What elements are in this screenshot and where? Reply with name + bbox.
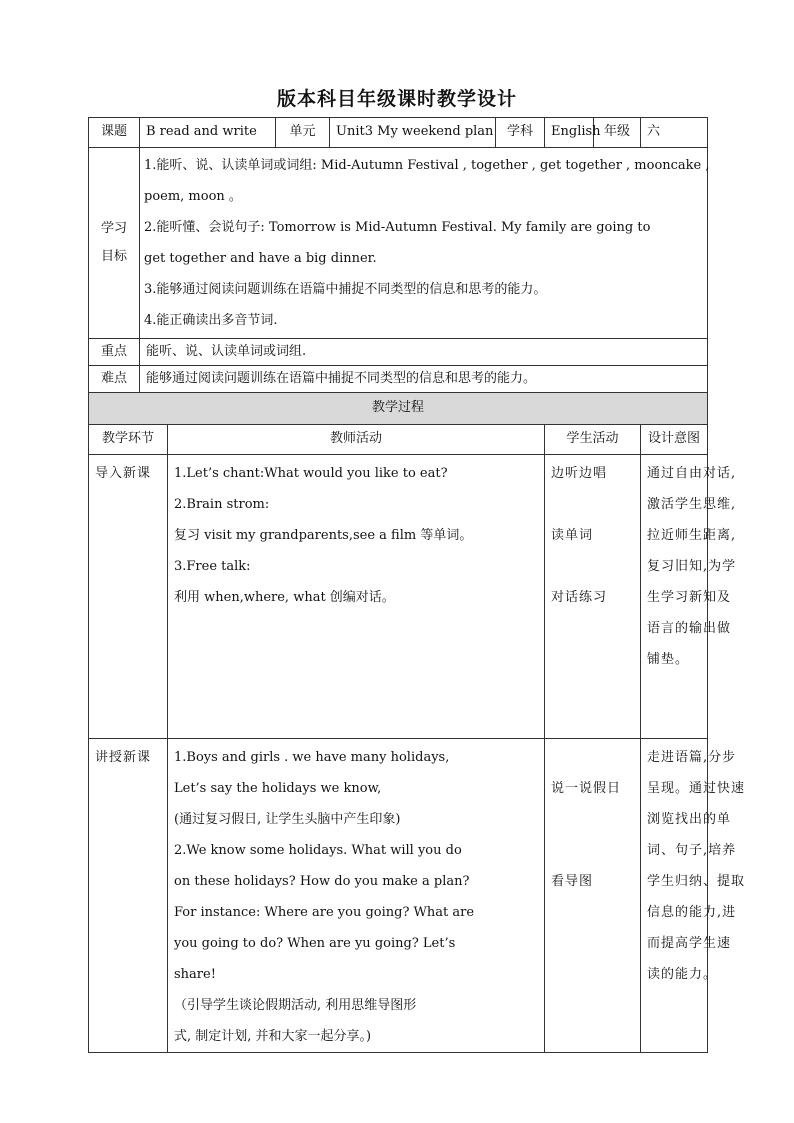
student-line: 说一说假日 [551,781,622,796]
objective-line: 1.能听、说、认读单词或词组: Mid-Autumn Festival , together , get together , mooncake , [144,158,710,173]
stage-label: 讲授新课 [95,750,152,765]
teacher-line: 1.Let’s chant:What would you like to eat? [174,466,448,481]
intent-line: 走进语篇,分步 [647,750,737,765]
teacher-line: 2.We know some holidays. What will you do [174,843,462,858]
subject-label: 学科 [496,118,545,148]
objective-line: get together and have a big dinner. [144,251,377,266]
process-header-row [89,393,708,425]
objectives-label-line1: 学习 [100,221,127,236]
objective-line: 3.能够通过阅读问题训练在语篇中捕捉不同类型的信息和思考的能力。 [144,282,547,297]
unit-label: 单元 [276,118,330,148]
process-row-new-lesson [89,739,708,1053]
intent-line: 词、句子,培养 [647,843,737,858]
objectives-label [89,148,140,339]
teacher-activity-cell [168,739,545,1053]
stage-cell [89,739,168,1053]
process-row-intro [89,455,708,739]
teacher-activity-cell [168,455,545,739]
teacher-line: share! [174,967,216,982]
column-header-student: 学生活动 [545,425,641,455]
topic-value: B read and write [140,118,276,148]
intent-line: 激活学生思维, [647,497,737,512]
intent-cell [641,455,737,739]
teacher-line: 复习 visit my grandparents,see a film 等单词。 [174,528,473,543]
objectives-label-line2: 目标 [100,249,127,264]
teacher-line: 利用 when,where, what 创编对话。 [174,590,395,605]
subject-value: English [545,118,594,148]
intent-cell [641,739,746,1053]
student-activity-cell [545,739,641,1053]
intent-line: 而提高学生速 [647,936,732,951]
intent-line: 呈现。通过快速 [647,781,746,796]
student-line [551,551,634,582]
topic-label: 课题 [89,118,140,148]
difficulties-row [89,366,708,393]
intent-line: 拉近师生距离, [647,528,737,543]
grade-value: 六 [641,118,708,148]
intent-line: 复习旧知,为学 [647,559,737,574]
process-header: 教学过程 [89,393,708,425]
intent-line: 浏览找出的单 [647,812,732,827]
column-header-teacher: 教师活动 [168,425,545,455]
teacher-line: 式, 制定计划, 并和大家一起分享。) [174,1029,372,1044]
column-header-intent: 设计意图 [641,425,708,455]
difficulties-value: 能够通过阅读问题训练在语篇中捕捉不同类型的信息和思考的能力。 [140,366,708,393]
student-line [551,804,634,835]
teacher-line: Let’s say the holidays we know, [174,781,382,796]
teacher-line: you going to do? When are yu going? Let’s [174,936,456,951]
page-title: 版本科目年级课时教学设计 [276,88,517,110]
header-row [89,118,708,148]
intent-line: 通过自由对话, [647,466,737,481]
objective-line: poem, moon 。 [144,189,242,204]
objective-line: 4.能正确读出多音节词. [144,313,278,328]
difficulties-label: 难点 [89,366,140,393]
column-header-row [89,425,708,455]
unit-value: Unit3 My weekend plan [330,118,496,148]
intent-line: 语言的输出做 [647,621,732,636]
student-line: 读单词 [551,528,594,543]
objectives-content [140,148,708,339]
student-line: 对话练习 [551,590,608,605]
student-line: 边听边唱 [551,466,608,481]
key-points-row [89,339,708,366]
stage-label: 导入新课 [95,466,152,481]
key-points-label: 重点 [89,339,140,366]
key-points-value: 能听、说、认读单词或词组. [140,339,708,366]
student-line [551,489,634,520]
intent-line: 信息的能力,进 [647,905,737,920]
teacher-line: 1.Boys and girls . we have many holidays, [174,750,450,765]
student-line [551,835,634,866]
intent-line: 铺垫。 [647,652,690,667]
lesson-plan-table [88,117,746,1053]
teacher-line: 2.Brain strom: [174,497,270,512]
teacher-line: （引导学生谈论假期活动, 利用思维导图形 [174,998,417,1013]
grade-label: 年级 [594,118,641,148]
stage-cell [89,455,168,739]
intent-line: 生学习新知及 [647,590,732,605]
teacher-line: on these holidays? How do you make a plan? [174,874,470,889]
teacher-line: (通过复习假日, 让学生头脑中产生印象) [174,812,401,827]
teacher-line: 3.Free talk: [174,559,251,574]
student-line [551,742,634,773]
objectives-row [89,148,708,339]
column-header-stage: 教学环节 [89,425,168,455]
teacher-line: For instance: Where are you going? What are [174,905,475,920]
objective-line: 2.能听懂、会说句子: Tomorrow is Mid-Autumn Festival. My family are going to [144,220,651,235]
student-line: 看导图 [551,874,594,889]
intent-line: 学生归纳、提取 [647,874,746,889]
intent-line: 读的能力。 [647,967,718,982]
student-activity-cell [545,455,641,739]
